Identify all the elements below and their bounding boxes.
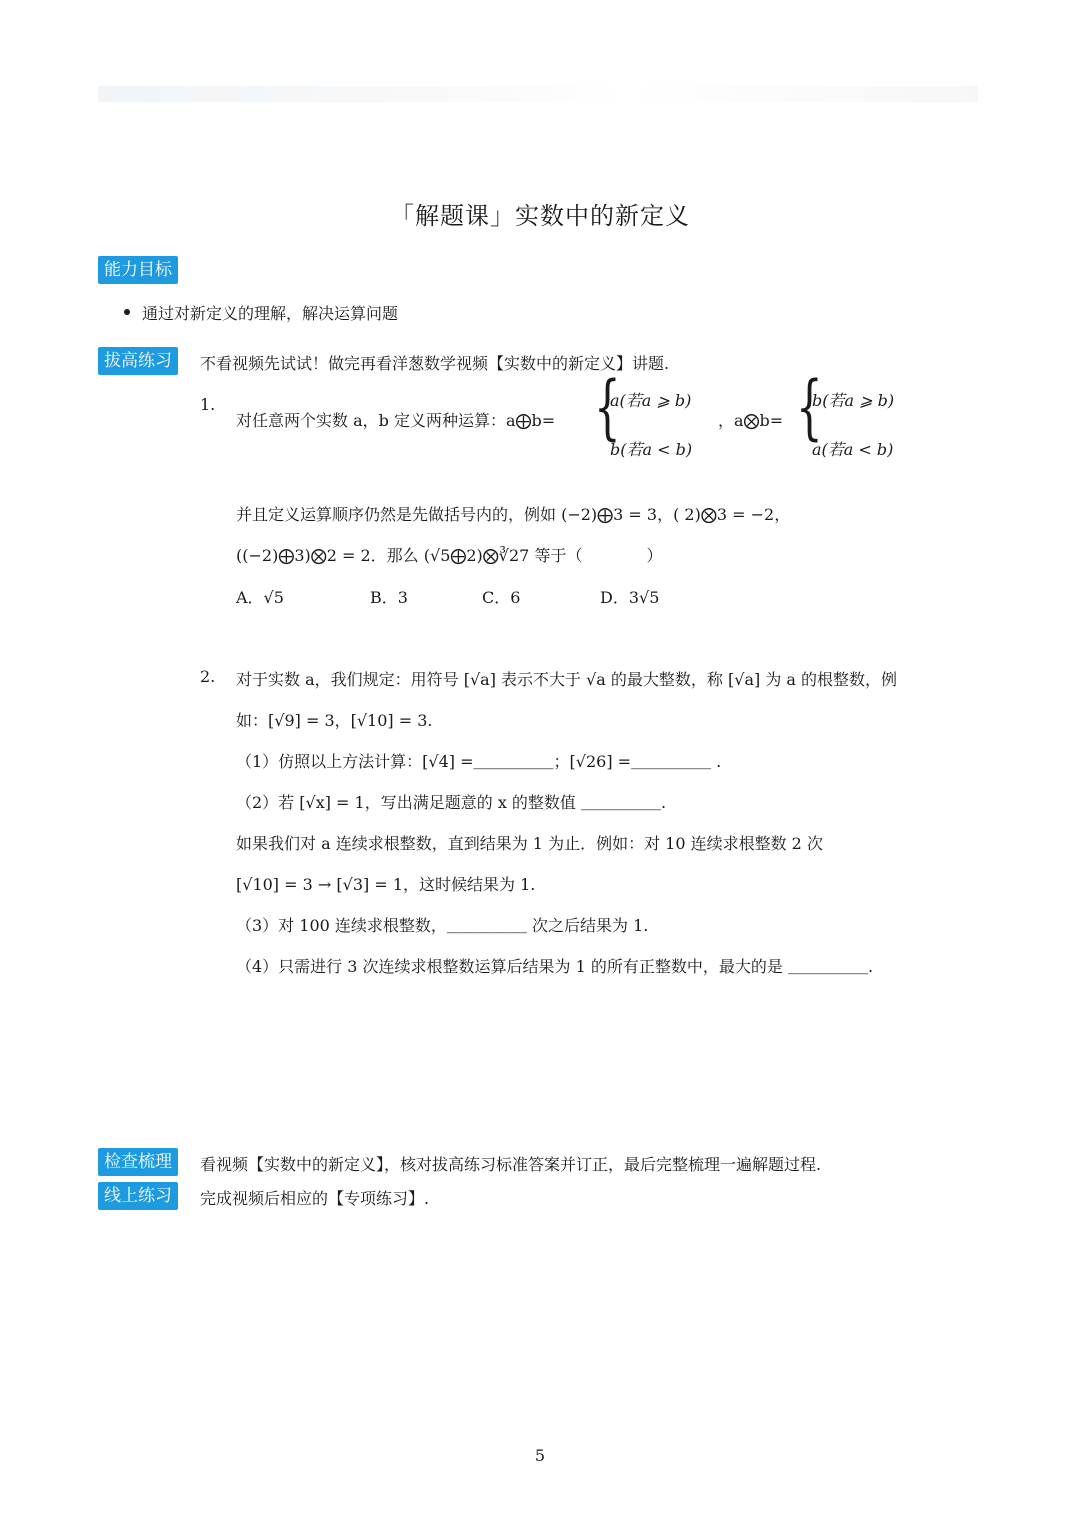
- q1-option-a: A．√5: [236, 588, 284, 607]
- practice-tag: 拔高练习: [98, 347, 178, 375]
- page-title: 「解题课」实数中的新定义: [390, 202, 690, 230]
- q1-number: 1.: [200, 395, 216, 414]
- check-text: 看视频【实数中的新定义】，核对拔高练习标准答案并订正，最后完整梳理一遍解题过程.: [200, 1155, 822, 1174]
- q1-line2: 并且定义运算顺序仍然是先做括号内的，例如 (−2)⨁3 = 3，( 2)⨂3 = −2，: [236, 505, 791, 524]
- q2-part2: （2）若 [√x] = 1，写出满足题意的 x 的整数值 ＿＿＿＿＿.: [236, 793, 667, 812]
- q1-option-b: B．3: [370, 588, 408, 607]
- online-tag: 线上练习: [98, 1182, 178, 1210]
- q1-line3: ((−2)⨁3)⨂2 = 2．那么 (√5⨁2)⨂∛27 等于（ ）: [236, 546, 663, 565]
- online-text: 完成视频后相应的【专项练习】.: [200, 1189, 430, 1208]
- check-tag: 检查梳理: [98, 1148, 178, 1176]
- q1-option-c: C．6: [482, 588, 521, 607]
- q1-plus-case1: a(若a ⩾ b): [610, 391, 692, 410]
- q2-part1: （1）仿照以上方法计算：[√4] =＿＿＿＿＿；[√26] =＿＿＿＿＿ .: [236, 752, 722, 771]
- goal-tag: 能力目标: [98, 256, 178, 284]
- q2-line1: 对于实数 a，我们规定：用符号 [√a] 表示不大于 √a 的最大整数，称 [√a] 为 a 的根整数，例: [236, 670, 898, 689]
- q1-times-case1: b(若a ⩾ b): [812, 391, 895, 410]
- q1-sep: ，a⨂b=: [718, 411, 784, 430]
- brace-icon: {: [796, 366, 823, 448]
- practice-intro: 不看视频先试试！做完再看洋葱数学视频【实数中的新定义】讲题.: [200, 354, 670, 373]
- q1-lead: 对任意两个实数 a，b 定义两种运算：a⨁b=: [236, 411, 556, 430]
- page-number: 5: [534, 1446, 546, 1465]
- q2-number: 2.: [200, 667, 216, 686]
- bullet-icon: [124, 309, 130, 315]
- q1-plus-case2: b(若a < b): [610, 440, 693, 459]
- q2-example-line2: [√10] = 3 → [√3] = 1，这时候结果为 1.: [236, 875, 536, 894]
- q2-line2: 如：[√9] = 3，[√10] = 3.: [236, 711, 433, 730]
- q2-example-line1: 如果我们对 a 连续求根整数，直到结果为 1 为止．例如：对 10 连续求根整数 2 次: [236, 834, 823, 853]
- q2-part3: （3）对 100 连续求根整数，＿＿＿＿＿ 次之后结果为 1.: [236, 916, 649, 935]
- q1-option-d: D．3√5: [600, 588, 660, 607]
- q2-part4: （4）只需进行 3 次连续求根整数运算后结果为 1 的所有正整数中，最大的是 ＿＿＿＿＿.: [236, 957, 874, 976]
- goal-item: 通过对新定义的理解，解决运算问题: [142, 304, 399, 323]
- q1-times-case2: a(若a < b): [812, 440, 894, 459]
- brace-icon: {: [594, 366, 621, 448]
- header-faint-band: [98, 86, 978, 102]
